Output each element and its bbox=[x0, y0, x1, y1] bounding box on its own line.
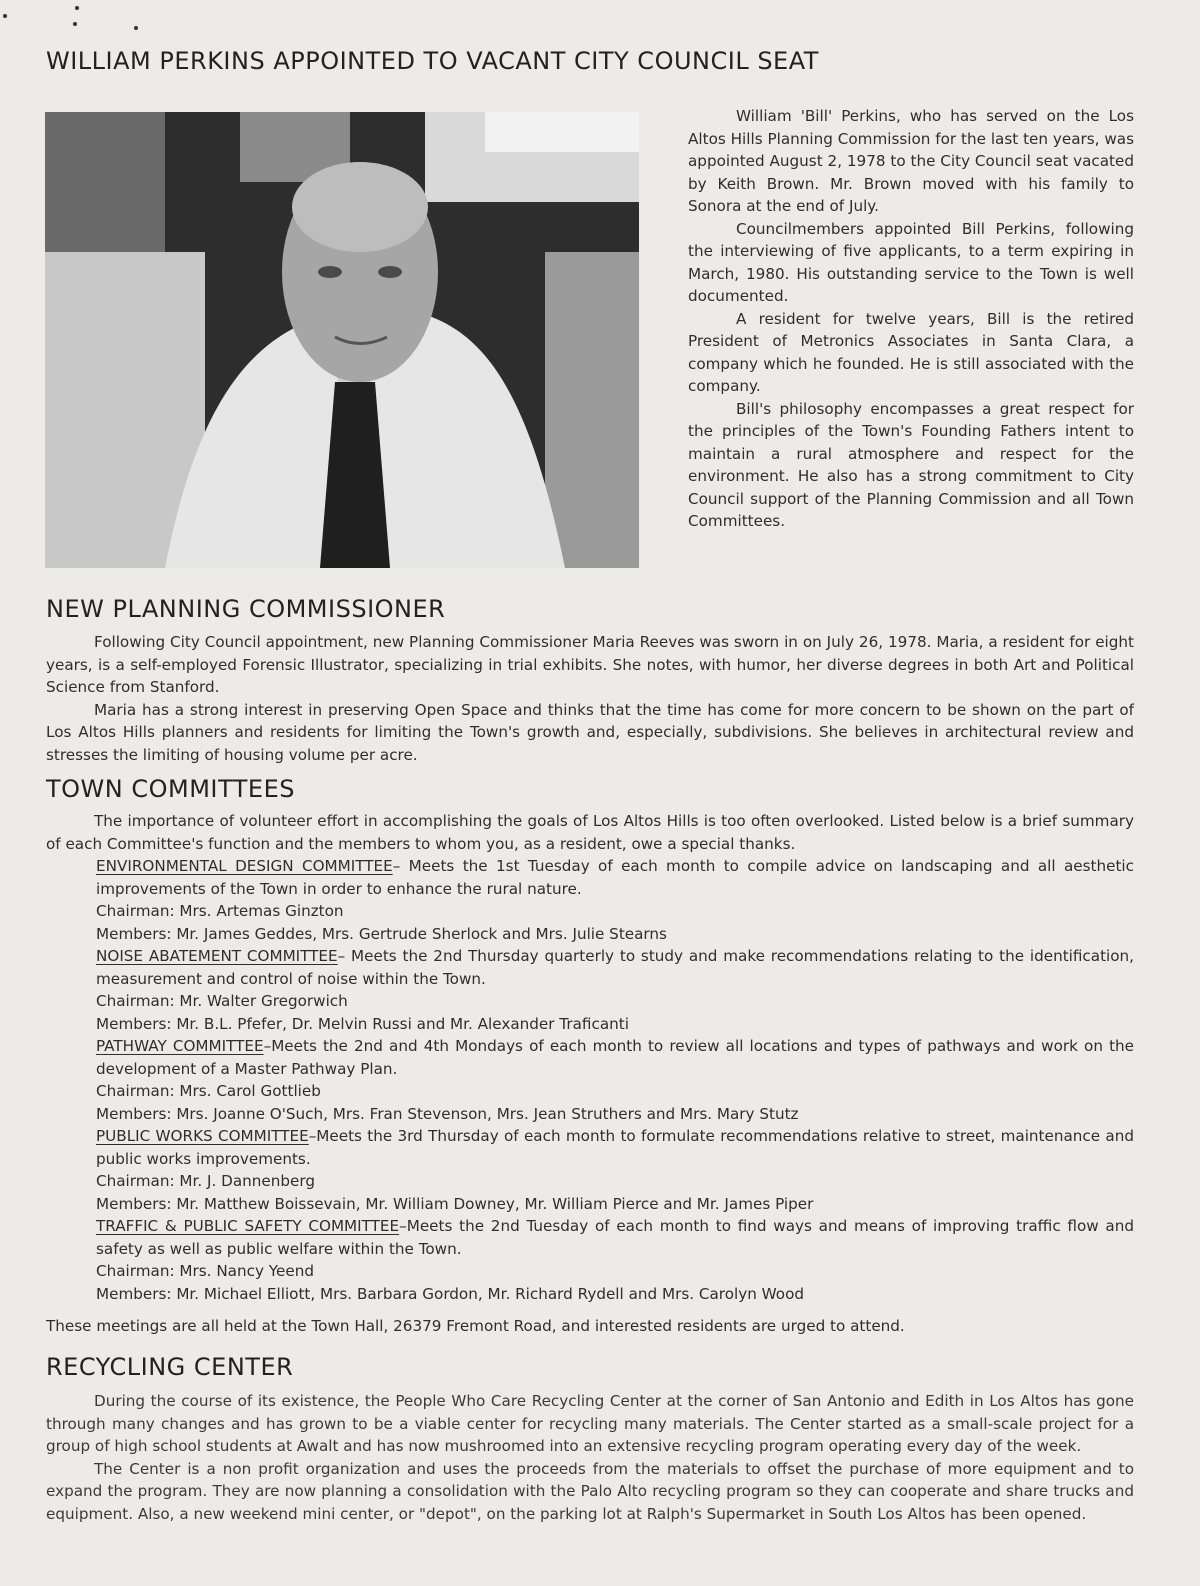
paragraph: During the course of its existence, the People Who Care Recycling Center at the corner of San Antonio and Edith in Los Altos has gone through many changes and has grown to be a viable center for recycling many materials. The Center started as a small-scale project for a group of high school students at Awalt and has now mushroomed into an extensive recycling program operating every day of the week. bbox=[46, 1392, 1134, 1455]
headline-recycling-center: RECYCLING CENTER bbox=[46, 1353, 294, 1381]
perkins-article-text bbox=[688, 105, 1134, 533]
committee-members: Members: Mrs. Joanne O'Such, Mrs. Fran Stevenson, Mrs. Jean Struthers and Mrs. Mary Stutz bbox=[96, 1104, 799, 1123]
committee-name: PATHWAY COMMITTEE bbox=[96, 1037, 264, 1055]
portrait-photo bbox=[45, 112, 639, 568]
paragraph: Bill's philosophy encompasses a great respect for the principles of the Town's Founding Fathers intent to maintain a rural atmosphere and respect for the environment. He also has a strong commitment to City Council support of the Planning Commission and all Town Committees. bbox=[688, 399, 1134, 530]
committee-name: NOISE ABATEMENT COMMITTEE bbox=[96, 947, 338, 965]
meetings-note: These meetings are all held at the Town Hall, 26379 Fremont Road, and interested residents are urged to attend. bbox=[46, 1317, 905, 1335]
committee-list bbox=[46, 855, 1134, 1305]
committee-chairman: Chairman: Mr. J. Dannenberg bbox=[96, 1172, 315, 1190]
committee-environmental bbox=[46, 855, 1134, 900]
committee-chairman: Chairman: Mrs. Nancy Yeend bbox=[96, 1262, 314, 1280]
committee-members: Members: Mr. James Geddes, Mrs. Gertrude Sherlock and Mrs. Julie Stearns bbox=[96, 924, 667, 943]
scan-speck bbox=[73, 22, 77, 26]
committee-members: Members: Mr. Michael Elliott, Mrs. Barbara Gordon, Mr. Richard Rydell and Mrs. Carolyn Wood bbox=[96, 1284, 805, 1303]
committee-pathway bbox=[46, 1035, 1134, 1080]
committees-intro bbox=[46, 810, 1134, 855]
committee-desc: – Meets the 2nd Thursday quarterly to study and make recommendations relating to the identification, measurement and control of noise within the Town. bbox=[96, 947, 1135, 988]
committee-members: Members: Mr. Matthew Boissevain, Mr. William Downey, Mr. William Pierce and Mr. James Piper bbox=[96, 1194, 814, 1213]
committee-desc: –Meets the 2nd Tuesday of each month to find ways and means of improving traffic flow and safety as well as public welfare within the Town. bbox=[96, 1217, 1134, 1258]
scan-speck bbox=[75, 6, 79, 10]
planning-commissioner-text bbox=[46, 631, 1134, 766]
paragraph: William 'Bill' Perkins, who has served on the Los Altos Hills Planning Commission for the last ten years, was appointed August 2, 1978 to the City Council seat vacated by Keith Brown. Mr. Brown moved with his family to Sonora at the end of July. bbox=[688, 107, 1134, 215]
paragraph: The importance of volunteer effort in accomplishing the goals of Los Altos Hills is too often overlooked. Listed below is a brief summary of each Committee's function and the members to whom you, as a resident, owe a special thanks. bbox=[46, 812, 1134, 853]
portrait-image bbox=[45, 112, 639, 568]
paragraph: A resident for twelve years, Bill is the retired President of Metronics Associates in Santa Clara, a company which he founded. He is still associated with the company. bbox=[688, 309, 1134, 395]
paragraph: Following City Council appointment, new Planning Commissioner Maria Reeves was sworn in on July 26, 1978. Maria, a resident for eight years, is a self-employed Forensic Illustrator, specializing in trial exhibits. She notes, with humor, her diverse degrees in both Art and Political Science from Stanford. bbox=[46, 633, 1134, 696]
committee-desc: – Meets the 1st Tuesday of each month to compile advice on landscaping and all aesthetic improvements of the Town in order to enhance the rural nature. bbox=[96, 857, 1134, 898]
headline-town-committees: TOWN COMMITTEES bbox=[46, 775, 295, 803]
committee-chairman: Chairman: Mrs. Carol Gottlieb bbox=[96, 1082, 321, 1100]
committee-noise bbox=[46, 945, 1134, 990]
scan-speck bbox=[134, 26, 138, 30]
paragraph: Councilmembers appointed Bill Perkins, following the interviewing of five applicants, to a term expiring in March, 1980. His outstanding service to the Town is well documented. bbox=[688, 219, 1134, 305]
committee-public-works bbox=[46, 1125, 1134, 1170]
recycling-text bbox=[46, 1390, 1134, 1525]
committee-desc: –Meets the 2nd and 4th Mondays of each month to review all locations and types of pathways and work on the development of a Master Pathway Plan. bbox=[96, 1037, 1134, 1078]
committee-traffic bbox=[46, 1215, 1134, 1260]
committee-name: ENVIRONMENTAL DESIGN COMMITTEE bbox=[96, 857, 393, 875]
committee-chairman: Chairman: Mr. Walter Gregorwich bbox=[96, 992, 348, 1010]
committee-name: TRAFFIC & PUBLIC SAFETY COMMITTEE bbox=[96, 1217, 400, 1235]
headline-planning-commissioner: NEW PLANNING COMMISSIONER bbox=[46, 595, 446, 623]
committee-chairman: Chairman: Mrs. Artemas Ginzton bbox=[96, 902, 344, 920]
paragraph: The Center is a non profit organization and uses the proceeds from the materials to offset the purchase of more equipment and to expand the program. They are now planning a consolidation with the Palo Alto recycling program so they can cooperate and share trucks and equipment. Also, a new weekend mini center, or "depot", on the parking lot at Ralph's Supermarket in South Los Altos has been opened. bbox=[46, 1459, 1134, 1523]
scan-speck bbox=[3, 14, 7, 18]
committee-name: PUBLIC WORKS COMMITTEE bbox=[96, 1127, 309, 1145]
committee-members: Members: Mr. B.L. Pfefer, Dr. Melvin Russi and Mr. Alexander Traficanti bbox=[96, 1014, 629, 1033]
headline-perkins: WILLIAM PERKINS APPOINTED TO VACANT CITY COUNCIL SEAT bbox=[46, 47, 819, 75]
paragraph: Maria has a strong interest in preserving Open Space and thinks that the time has come for more concern to be shown on the part of Los Altos Hills planners and residents for limiting the Town's growth and, especially, subdivisions. She believes in architectural review and stresses the limiting of housing volume per acre. bbox=[46, 700, 1134, 764]
committee-desc: –Meets the 3rd Thursday of each month to formulate recommendations relative to street, maintenance and public works improvements. bbox=[96, 1127, 1134, 1168]
